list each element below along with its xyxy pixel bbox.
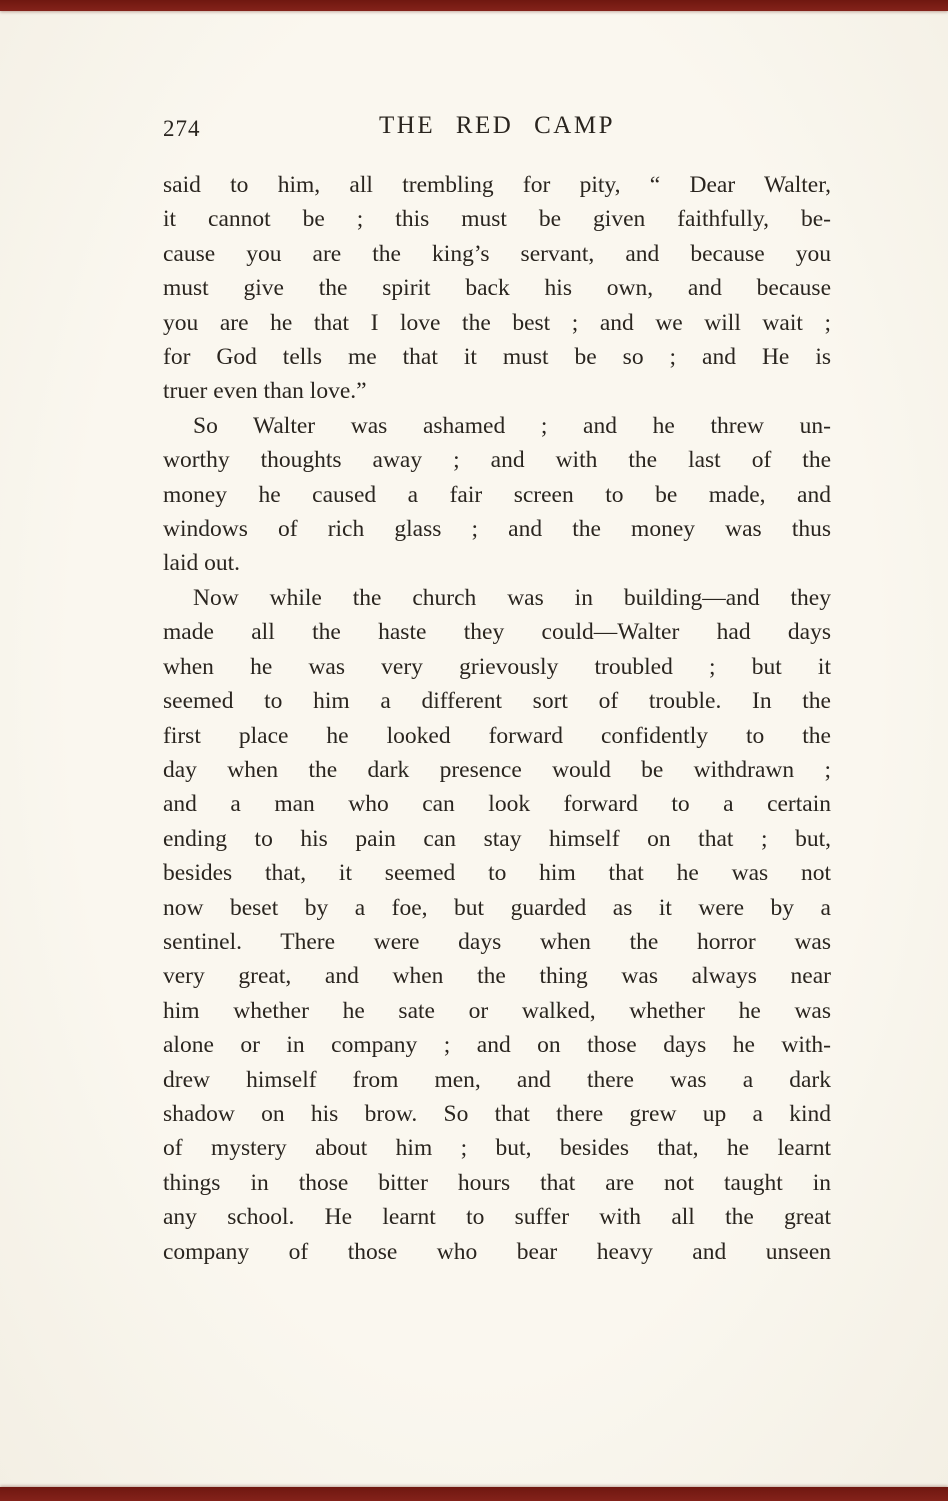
scan-edge-bottom	[0, 1487, 948, 1501]
text-line: for God tells me that it must be so ; and He is	[163, 344, 831, 371]
text-line: truer even than love.”	[163, 378, 367, 405]
text-line: him whether he sate or walked, whether he was	[163, 997, 831, 1024]
text-line: drew himself from men, and there was a dark	[163, 1066, 831, 1093]
page-content	[163, 112, 831, 1269]
page-header	[163, 112, 831, 148]
page-title: THE RED CAMP	[379, 112, 615, 139]
text-line: very great, and when the thing was always near	[163, 963, 831, 990]
text-line: company of those who bear heavy and unseen	[163, 1238, 831, 1265]
text-line: ending to his pain can stay himself on that ; but,	[163, 825, 831, 852]
text-line: besides that, it seemed to him that he was not	[163, 860, 831, 887]
text-line: it cannot be ; this must be given faithfully, be-	[163, 206, 831, 233]
text-line: made all the haste they could—Walter had days	[163, 619, 831, 646]
text-line: said to him, all trembling for pity, “ Dear Walter,	[163, 172, 831, 198]
text-line: So Walter was ashamed ; and he threw un-	[193, 412, 831, 439]
text-line: money he caused a fair screen to be made, and	[163, 481, 831, 508]
text-line: sentinel. There were days when the horror was	[163, 928, 831, 955]
text-line: Now while the church was in building—and they	[193, 584, 831, 611]
text-line: and a man who can look forward to a certain	[163, 791, 831, 818]
text-line: cause you are the king’s servant, and because you	[163, 240, 831, 267]
text-line: first place he looked forward confidently to the	[163, 722, 831, 749]
scan-edge-top	[0, 0, 948, 11]
text-line: day when the dark presence would be withdrawn ;	[163, 756, 831, 783]
text-line: shadow on his brow. So that there grew up a kind	[163, 1100, 831, 1127]
text-line: worthy thoughts away ; and with the last of the	[163, 447, 831, 474]
text-line: alone or in company ; and on those days he with-	[163, 1032, 831, 1059]
paragraph	[163, 581, 831, 1269]
paragraph	[163, 168, 831, 409]
text-line: things in those bitter hours that are not taught in	[163, 1169, 831, 1196]
paragraph	[163, 409, 831, 581]
text-block	[163, 168, 831, 1269]
text-line: now beset by a foe, but guarded as it were by a	[163, 894, 831, 921]
text-line: you are he that I love the best ; and we will wait ;	[163, 309, 831, 336]
text-line: laid out.	[163, 550, 241, 577]
text-line: windows of rich glass ; and the money was thus	[163, 516, 831, 543]
text-line: of mystery about him ; but, besides that, he learnt	[163, 1135, 831, 1162]
page-number: 274	[163, 116, 201, 141]
text-line: when he was very grievously troubled ; but it	[163, 653, 831, 680]
text-line: seemed to him a different sort of trouble. In the	[163, 688, 831, 715]
text-line: must give the spirit back his own, and because	[163, 275, 831, 302]
text-line: any school. He learnt to suffer with all the great	[163, 1204, 831, 1231]
